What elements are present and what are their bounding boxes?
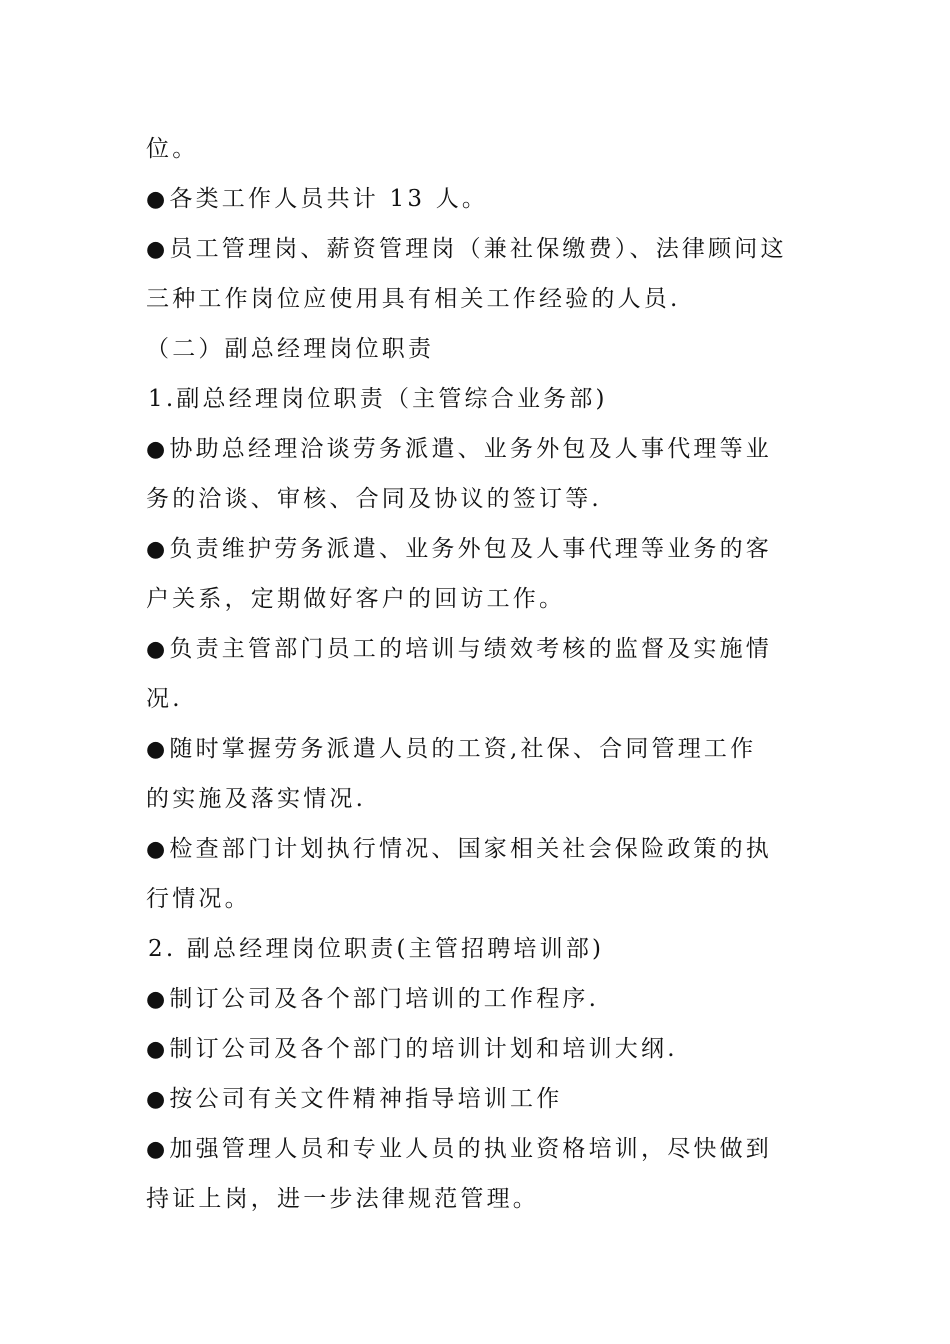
- line-text: 检查部门计划执行情况、国家相关社会保险政策的执: [169, 836, 773, 862]
- bullet-dot-icon: ●: [146, 237, 169, 262]
- bullet-dot-icon: ●: [146, 637, 169, 662]
- line-text: （二）副总经理岗位职责: [146, 336, 435, 362]
- bullet-line: [146, 834, 806, 865]
- bullet-line: [146, 434, 806, 465]
- bullet-line: [146, 184, 806, 215]
- bullet-line: [146, 734, 806, 765]
- bullet-line: [146, 634, 806, 665]
- line-text: 员工管理岗、薪资管理岗（兼社保缴费）、法律顾问这: [169, 236, 787, 262]
- line-text: 的实施及落实情况.: [146, 786, 367, 812]
- line-text: 随时掌握劳务派遣人员的工资,社保、合同管理工作: [169, 736, 757, 762]
- bullet-dot-icon: ●: [146, 537, 169, 562]
- line-text: 1.副总经理岗位职责（主管综合业务部): [148, 386, 608, 412]
- line-text: 2. 副总经理岗位职责(主管招聘培训部): [148, 936, 605, 962]
- bullet-dot-icon: ●: [146, 1087, 169, 1112]
- bullet-dot-icon: ●: [146, 837, 169, 862]
- bullet-line: [146, 1034, 806, 1065]
- line-text: 务的洽谈、审核、合同及协议的签订等.: [146, 486, 602, 512]
- text-line: [146, 484, 806, 514]
- line-text: 各类工作人员共计 13 人。: [169, 186, 489, 212]
- line-text: 协助总经理洽谈劳务派遣、业务外包及人事代理等业: [169, 436, 773, 462]
- line-text: 况.: [146, 686, 183, 712]
- bullet-dot-icon: ●: [146, 437, 169, 462]
- bullet-line: [146, 1134, 806, 1165]
- bullet-dot-icon: ●: [146, 1137, 169, 1162]
- line-text: 制订公司及各个部门培训的工作程序.: [169, 986, 600, 1012]
- bullet-dot-icon: ●: [146, 987, 169, 1012]
- bullet-line: [146, 234, 806, 265]
- text-line: [146, 884, 806, 914]
- subsection-heading: [148, 934, 808, 964]
- text-line: [146, 284, 806, 314]
- line-text: 制订公司及各个部门的培训计划和培训大纲.: [169, 1036, 678, 1062]
- text-line: [146, 584, 806, 614]
- line-text: 持证上岗，进一步法律规范管理。: [146, 1186, 539, 1212]
- bullet-line: [146, 1084, 806, 1115]
- bullet-dot-icon: ●: [146, 1037, 169, 1062]
- subsection-heading: [148, 384, 808, 414]
- line-text: 负责主管部门员工的培训与绩效考核的监督及实施情: [169, 636, 773, 662]
- section-heading: [146, 334, 806, 364]
- text-line: [146, 134, 806, 164]
- text-line: [146, 784, 806, 814]
- bullet-dot-icon: ●: [146, 187, 169, 212]
- line-text: 按公司有关文件精神指导培训工作: [169, 1086, 563, 1112]
- line-text: 户关系，定期做好客户的回访工作。: [146, 586, 566, 612]
- line-text: 三种工作岗位应使用具有相关工作经验的人员.: [146, 286, 681, 312]
- bullet-line: [146, 984, 806, 1015]
- bullet-dot-icon: ●: [146, 737, 169, 762]
- line-text: 加强管理人员和专业人员的执业资格培训，尽快做到: [169, 1136, 773, 1162]
- line-text: 行情况。: [146, 886, 251, 912]
- line-text: 负责维护劳务派遣、业务外包及人事代理等业务的客: [169, 536, 773, 562]
- text-line: [146, 684, 806, 714]
- bullet-line: [146, 534, 806, 565]
- line-text: 位。: [146, 136, 199, 162]
- text-line: [146, 1184, 806, 1214]
